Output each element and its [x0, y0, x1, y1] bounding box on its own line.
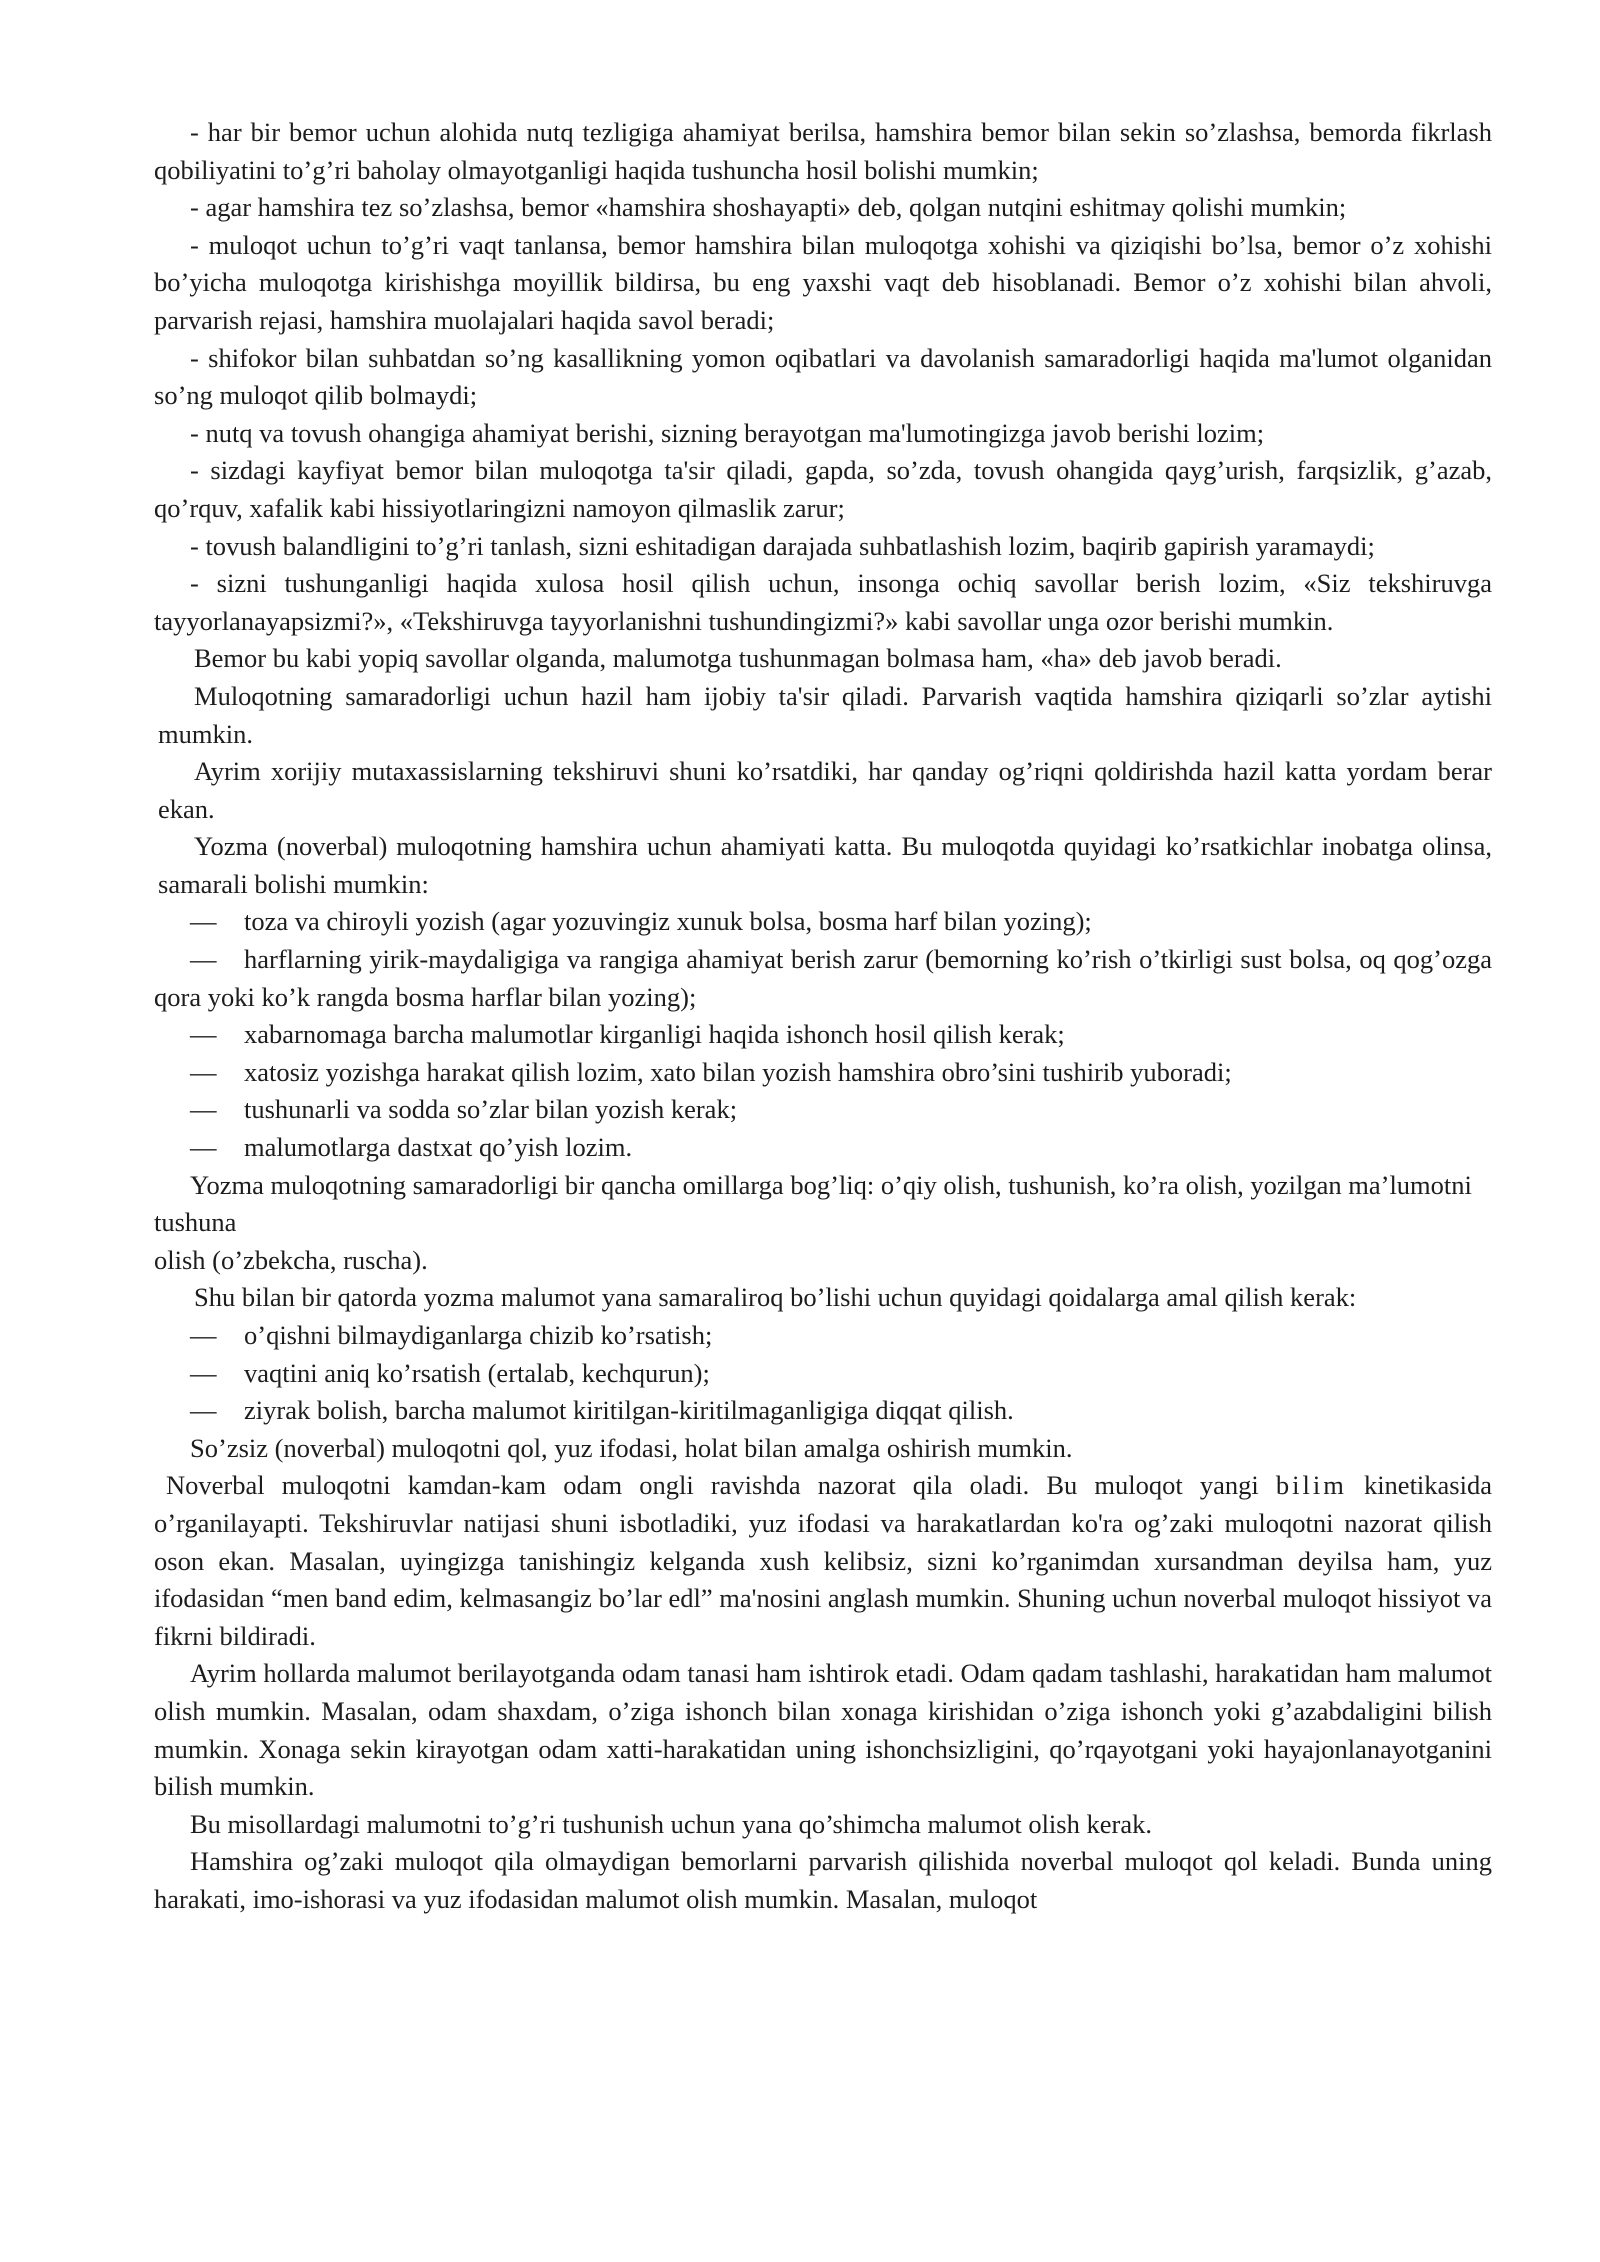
paragraph: Yozma (noverbal) muloqotning hamshira uchun ahamiyati katta. Bu muloqotda quyidagi ko’rsatkichlar inobatga olinsa, samarali bolishi mumkin: [158, 831, 1492, 899]
paragraph: - nutq va tovush ohangiga ahamiyat berishi, sizning berayotgan ma'lumotingizga javob berishi lozim; [190, 417, 1265, 448]
paragraph [154, 1467, 1492, 1655]
list-item [154, 1392, 1492, 1430]
paragraph: - sizni tushunganligi haqida xulosa hosil qilish uchun, insonga ochiq savollar berish lozim, «Siz tekshiruvga tayyorlanayapsizmi?», «Tekshiruvga tayyorlanishni tushundingizmi?» kabi savollar unga ozor berishi mumkin. [154, 568, 1492, 636]
paragraph: - har bir bemor uchun alohida nutq tezligiga ahamiyat berilsa, hamshira bemor bilan sekin so’zlashsa, bemorda fikrlash qobiliyatini to’g’ri baholay olmayotganligi haqida tushuncha hosil bolishi mumkin; [154, 117, 1492, 185]
paragraph-continuation: olish (o’zbekcha, ruscha). [154, 1244, 428, 1275]
list-item-text: vaqtini aniq ko’rsatish (ertalab, kechqurun); [244, 1357, 710, 1388]
list-item-text: o’qishni bilmaydiganlarga chizib ko’rsatish; [244, 1320, 713, 1350]
list-written-communication [154, 903, 1492, 1166]
list-item [154, 1355, 1492, 1393]
paragraph: - sizdagi kayfiyat bemor bilan muloqotga ta'sir qiladi, gapda, so’zda, tovush ohangida qayg’urish, farqsizlik, g’azab, qo’rquv, xafalik kabi hissiyotlaringizni namoyon qilmaslik zarur; [154, 455, 1492, 523]
paragraph: Bu misollardagi malumotni to’g’ri tushunish uchun yana qo’shimcha malumot olish kerak. [190, 1808, 1152, 1839]
list-item-text: malumotlarga dastxat qo’yish lozim. [244, 1132, 633, 1163]
paragraph: Hamshira og’zaki muloqot qila olmaydigan bemorlarni parvarish qilishida noverbal muloqot qol keladi. Bunda uning harakati, imo-ishorasi va yuz ifodasidan malumot olish mumkin. Masalan, muloqot [154, 1846, 1492, 1914]
dash-marker: — [190, 944, 217, 975]
dash-marker: — [190, 1395, 217, 1426]
paragraph: - shifokor bilan suhbatdan so’ng kasallikning yomon oqibatlari va davolanish samaradorligi haqida ma'lumot olganidan so’ng muloqot qilib bolmaydi; [154, 342, 1492, 411]
dash-marker: — [190, 1320, 217, 1350]
paragraph: Bemor bu kabi yopiq savollar olganda, malumotga tushunmagan bolmasa ham, «ha» deb javob beradi. [194, 643, 1282, 674]
list-written-rules [154, 1317, 1492, 1430]
list-item [154, 1054, 1492, 1092]
dash-marker: — [190, 1132, 217, 1163]
paragraph: Ayrim hollarda malumot berilayotganda odam tanasi ham ishtirok etadi. Odam qadam tashlashi, harakatidan ham malumot olish mumkin. Masalan, odam shaxdam, o’ziga ishonch bilan xonaga kirishidan o’ziga ishonch yoki g’azabdaligini bilish mumkin. Xonaga sekin kirayotgan odam xatti-harakatidan uning ishonchsizligini, qo’rqayotgani yoki hayajonlanayotganini bilish mumkin. [154, 1658, 1492, 1802]
list-item-text: toza va chiroyli yozish (agar yozuvingiz xunuk bolsa, bosma harf bilan yozing); [244, 906, 1092, 937]
paragraph: So’zsiz (noverbal) muloqotni qol, yuz ifodasi, holat bilan amalga oshirish mumkin. [190, 1432, 1073, 1463]
paragraph: - muloqot uchun to’g’ri vaqt tanlansa, bemor hamshira bilan muloqotga xohishi va qiziqishi bo’lsa, bemor o’z xohishi bo’yicha muloqotga kirishishga moyillik bildirsa, bu eng yaxshi vaqt deb hisoblanadi. Bemor o’z xohishi bilan ahvoli, parvarish rejasi, hamshira muolajalari haqida savol beradi; [154, 229, 1492, 335]
list-item [154, 1091, 1492, 1129]
dash-marker: — [190, 1056, 217, 1087]
text-run: Noverbal muloqotni kamdan-kam odam ongli ravishda nazorat qila oladi. Bu muloqot yangi [166, 1470, 1276, 1501]
list-item-text: ziyrak bolish, barcha malumot kiritilgan-kiritilmaganligiga diqqat qilish. [244, 1395, 1014, 1426]
paragraph: Shu bilan bir qatorda yozma malumot yana samaraliroq bo’lishi uchun quyidagi qoidalarga amal qilish kerak: [194, 1282, 1357, 1313]
paragraph: Muloqotning samaradorligi uchun hazil ham ijobiy ta'sir qiladi. Parvarish vaqtida hamshira qiziqarli so’zlar aytishi mumkin. [158, 680, 1492, 749]
list-item [154, 1016, 1492, 1054]
list-item-text: xatosiz yozishga harakat qilish lozim, xato bilan yozish hamshira obro’sini tushirib yuboradi; [244, 1056, 1232, 1087]
list-item-text: tushunarli va sodda so’zlar bilan yozish kerak; [244, 1094, 738, 1125]
text-run-spaced: bilim [1275, 1470, 1347, 1501]
paragraph: - tovush balandligini to’g’ri tanlash, sizni eshitadigan darajada suhbatlashish lozim, baqirib gapirish yaramaydi; [190, 530, 1375, 561]
list-item [154, 1129, 1492, 1167]
dash-marker: — [190, 1094, 217, 1125]
paragraph: Yozma muloqotning samaradorligi bir qancha omillarga bog’liq: o’qiy olish, tushunish, ko’ra olish, yozilgan ma’lumotni tushuna [154, 1169, 1472, 1238]
list-item [154, 941, 1492, 1016]
dash-marker: — [190, 1019, 217, 1050]
dash-marker: — [190, 906, 217, 937]
list-item-text: xabarnomaga barcha malumotlar kirganligi haqida ishonch hosil qilish kerak; [244, 1019, 1065, 1050]
text-run: kinetikasida o’rganilayapti. Tekshiruvlar natijasi shuni isbotladiki, yuz ifodasi va harakatlardan ko'ra og’zaki muloqotni nazorat qilish oson ekan. Masalan, uyingizga tanishingiz kelganda xush kelibsiz, sizni ko’rganimdan xursandman deyilsa ham, yuz ifodasidan “men band edim, kelmasangiz bo’lar edl” ma'nosini anglash mumkin. Shuning uchun noverbal muloqot hissiyot va fikrni bildiradi. [154, 1470, 1492, 1651]
dash-marker: — [190, 1357, 217, 1388]
list-item [154, 903, 1492, 941]
list-item-text: harflarning yirik-maydaligiga va rangiga ahamiyat berish zarur (bemorning ko’rish o’tkirligi sust bolsa, oq qog’ozga qora yoki ko’k rangda bosma harflar bilan yozing); [154, 944, 1492, 1012]
paragraph: Ayrim xorijiy mutaxassislarning tekshiruvi shuni ko’rsatdiki, har qanday og’riqni qoldirishda hazil katta yordam berar ekan. [158, 756, 1492, 824]
paragraph: - agar hamshira tez so’zlashsa, bemor «hamshira shoshayapti» deb, qolgan nutqini eshitmay qolishi mumkin; [190, 192, 1347, 223]
list-item [154, 1317, 1492, 1355]
